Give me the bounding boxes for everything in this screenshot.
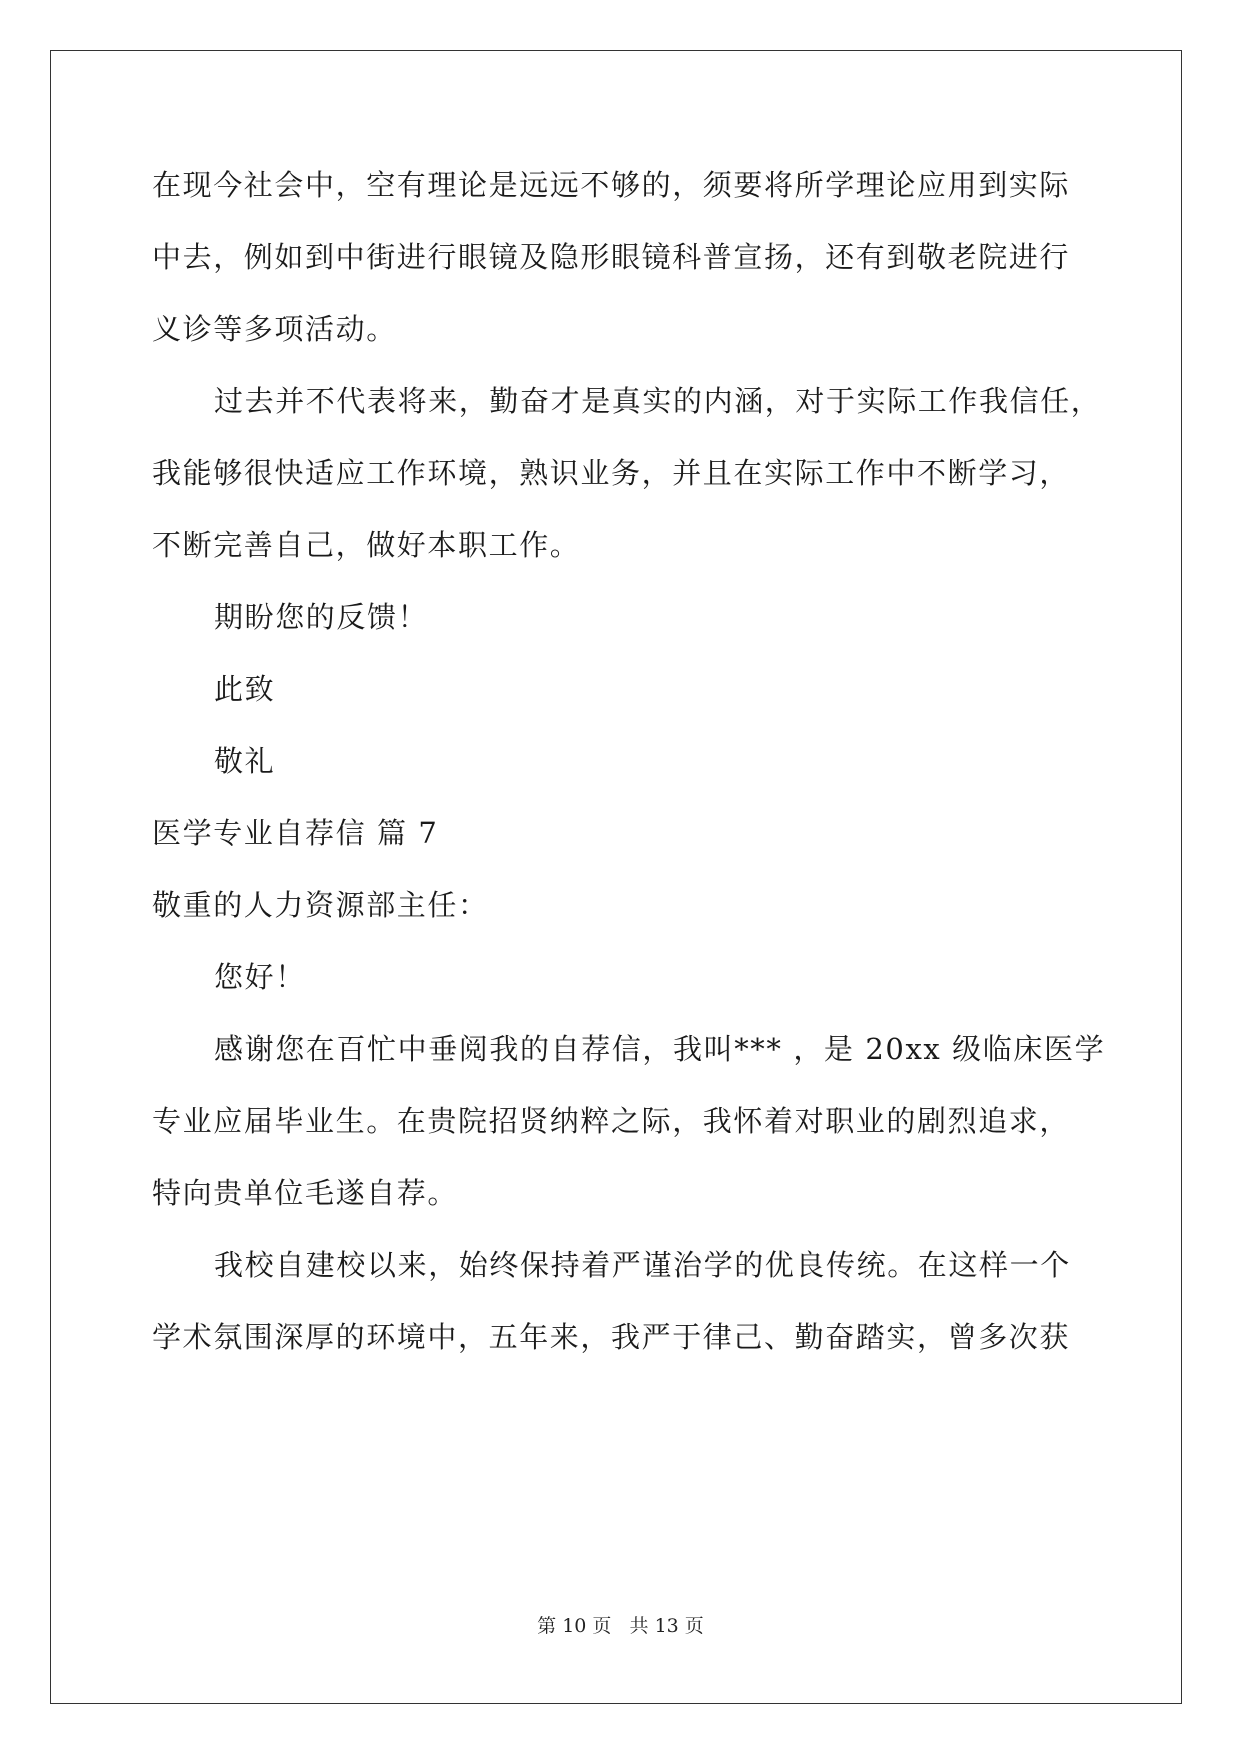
text-line: 不断完善自己，做好本职工作。 (152, 528, 581, 562)
text-line: 义诊等多项活动。 (152, 312, 397, 346)
page-footer (0, 1614, 1241, 1638)
text-line: 学术氛围深厚的环境中，五年来，我严于律己、勤奋踏实，曾多次获 (152, 1320, 1071, 1354)
text-line: 专业应届毕业生。在贵院招贤纳粹之际，我怀着对职业的剧烈追求， (152, 1104, 1071, 1138)
page-border (50, 50, 1182, 1704)
text-line: 过去并不代表将来，勤奋才是真实的内涵，对于实际工作我信任， (214, 384, 1102, 418)
greeting: 您好！ (214, 960, 306, 994)
section-heading: 医学专业自荐信 篇 7 (152, 816, 439, 850)
salutation: 敬重的人力资源部主任： (152, 888, 489, 922)
text-line: 在现今社会中，空有理论是远远不够的，须要将所学理论应用到实际 (152, 168, 1071, 202)
text-line: 中去，例如到中街进行眼镜及隐形眼镜科普宣扬，还有到敬老院进行 (152, 240, 1071, 274)
text-line: 我能够很快适应工作环境，熟识业务，并且在实际工作中不断学习， (152, 456, 1071, 490)
text-line: 感谢您在百忙中垂阅我的自荐信，我叫*** ，是 20xx 级临床医学 (214, 1032, 1106, 1066)
text-line: 期盼您的反馈！ (214, 600, 429, 634)
text-line: 特向贵单位毛遂自荐。 (152, 1176, 459, 1210)
page-number-label: 第 10 页 共 13 页 (537, 1615, 704, 1637)
text-line: 我校自建校以来，始终保持着严谨治学的优良传统。在这样一个 (214, 1248, 1071, 1282)
text-line: 敬礼 (214, 744, 276, 778)
text-line: 此致 (214, 672, 276, 706)
